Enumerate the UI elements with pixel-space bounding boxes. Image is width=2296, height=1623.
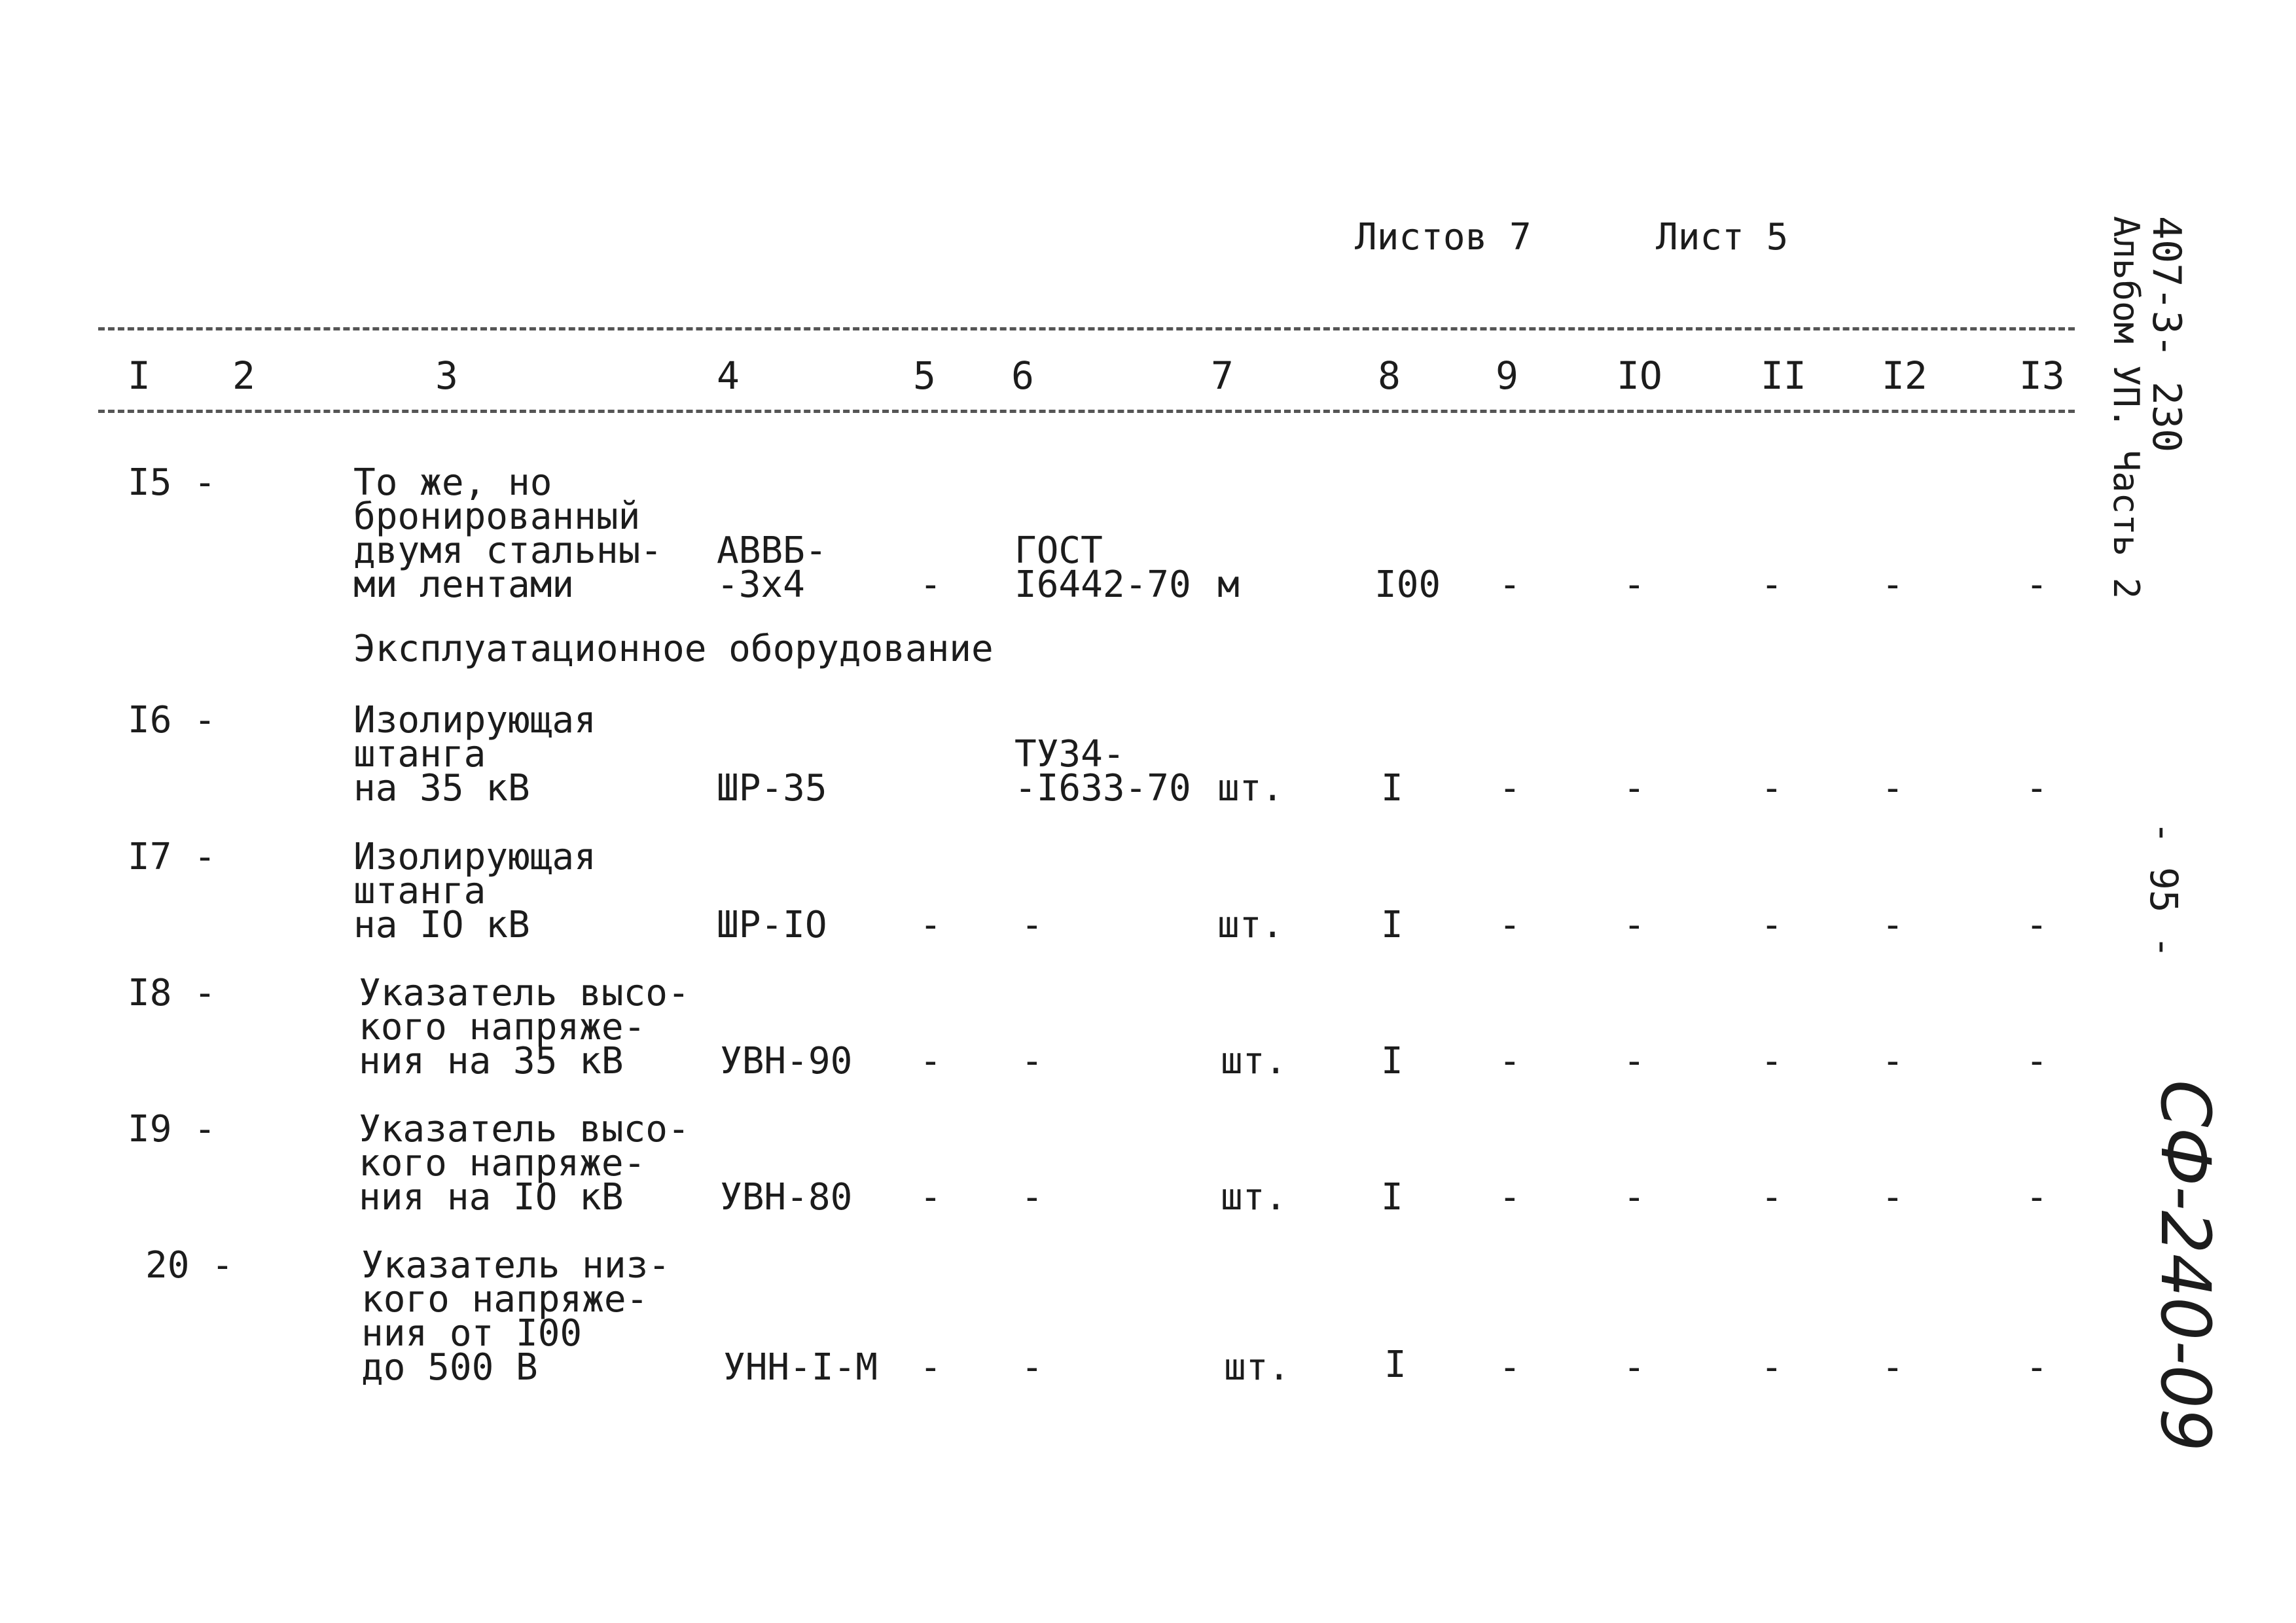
item-quantity: I00 bbox=[1374, 563, 1441, 606]
cell-col9: - bbox=[1499, 563, 1521, 606]
item-unit: шт. bbox=[1224, 1346, 1291, 1389]
item-unit: шт. bbox=[1217, 904, 1284, 946]
item-standard: - bbox=[1021, 1176, 1043, 1219]
item-standard: ТУ34- -I633-70 bbox=[1014, 733, 1191, 810]
item-unit: шт. bbox=[1217, 767, 1284, 810]
column-number: I3 bbox=[2019, 353, 2065, 398]
row-number: I6 - bbox=[128, 699, 216, 741]
cell-col13: - bbox=[2026, 563, 2048, 606]
cell-col9: - bbox=[1499, 1176, 1521, 1219]
item-type: УВН-80 bbox=[720, 1176, 853, 1219]
cell-col9: - bbox=[1499, 904, 1521, 946]
row-number: I9 - bbox=[128, 1108, 216, 1150]
item-standard: ГОСТ I6442-70 bbox=[1014, 529, 1191, 606]
item-standard: - bbox=[1021, 904, 1043, 946]
column-number: 7 bbox=[1211, 353, 1234, 398]
item-type: ШР-IO bbox=[717, 904, 827, 946]
cell-col5: - bbox=[920, 1346, 942, 1389]
item-type: УНН-I-М bbox=[723, 1346, 878, 1389]
cell-col12: - bbox=[1882, 1176, 1904, 1219]
item-unit: шт. bbox=[1221, 1040, 1287, 1082]
item-name: Изолирующая штанга на IO кВ bbox=[353, 836, 596, 946]
cell-col5: - bbox=[920, 563, 942, 606]
row-number: I7 - bbox=[128, 836, 216, 878]
cell-col10: - bbox=[1623, 563, 1645, 606]
item-unit: шт. bbox=[1221, 1176, 1287, 1219]
cell-col10: - bbox=[1623, 1176, 1645, 1219]
item-type: ШР-35 bbox=[717, 767, 827, 810]
item-quantity: I bbox=[1381, 1176, 1403, 1219]
cell-col12: - bbox=[1882, 1346, 1904, 1389]
cell-col11: - bbox=[1761, 767, 1783, 810]
row-number: I5 - bbox=[128, 461, 216, 504]
cell-col12: - bbox=[1882, 563, 1904, 606]
project-code: 407-3- 230 bbox=[2144, 216, 2189, 453]
column-number: II bbox=[1761, 353, 1806, 398]
item-quantity: I bbox=[1384, 1344, 1407, 1386]
item-name: Указатель низ- кого напряже- ния от I00 до 500 В bbox=[361, 1244, 671, 1389]
item-name: Указатель высо- кого напряже- ния на IO кВ bbox=[359, 1108, 690, 1219]
item-name: Указатель высо- кого напряже- ния на 35 кВ bbox=[359, 972, 690, 1082]
page-number: - 95 - bbox=[2142, 821, 2186, 959]
item-quantity: I bbox=[1381, 1040, 1403, 1082]
header-top-rule bbox=[98, 327, 2075, 330]
cell-col11: - bbox=[1761, 1176, 1783, 1219]
row-number: 20 - bbox=[145, 1244, 234, 1287]
cell-col5: - bbox=[920, 1040, 942, 1082]
cell-col5: - bbox=[920, 1176, 942, 1219]
item-name: Изолирующая штанга на 35 кВ bbox=[353, 699, 596, 810]
item-type: АВВБ- -3х4 bbox=[717, 529, 827, 606]
header-bottom-rule bbox=[98, 410, 2075, 413]
album-part: Альбом УП. Часть 2 bbox=[2106, 216, 2147, 599]
cell-col12: - bbox=[1882, 1040, 1904, 1082]
cell-col5: - bbox=[920, 904, 942, 946]
cell-col12: - bbox=[1882, 767, 1904, 810]
item-quantity: I bbox=[1381, 904, 1403, 946]
handwritten-stamp: СФ-240-09 bbox=[2145, 1080, 2225, 1452]
sheet-number: Лист 5 bbox=[1656, 216, 1789, 259]
cell-col11: - bbox=[1761, 904, 1783, 946]
cell-col12: - bbox=[1882, 904, 1904, 946]
cell-col13: - bbox=[2026, 1176, 2048, 1219]
cell-col10: - bbox=[1623, 767, 1645, 810]
sheets-count: Листов 7 bbox=[1355, 216, 1532, 259]
cell-col11: - bbox=[1761, 1346, 1783, 1389]
column-number: 3 bbox=[435, 353, 458, 398]
cell-col9: - bbox=[1499, 1040, 1521, 1082]
cell-col10: - bbox=[1623, 1346, 1645, 1389]
item-unit: м bbox=[1217, 563, 1240, 606]
column-number: 6 bbox=[1011, 353, 1034, 398]
cell-col9: - bbox=[1499, 767, 1521, 810]
column-number: 5 bbox=[913, 353, 936, 398]
cell-col10: - bbox=[1623, 1040, 1645, 1082]
column-number: 4 bbox=[717, 353, 740, 398]
cell-col11: - bbox=[1761, 563, 1783, 606]
section-title: Эксплуатационное оборудование bbox=[353, 628, 994, 670]
item-quantity: I bbox=[1381, 767, 1403, 810]
cell-col13: - bbox=[2026, 767, 2048, 810]
column-number: IO bbox=[1617, 353, 1662, 398]
column-number: I2 bbox=[1882, 353, 1928, 398]
column-number: 9 bbox=[1496, 353, 1518, 398]
item-standard: - bbox=[1021, 1346, 1043, 1389]
cell-col11: - bbox=[1761, 1040, 1783, 1082]
cell-col9: - bbox=[1499, 1346, 1521, 1389]
item-standard: - bbox=[1021, 1040, 1043, 1082]
column-number: 8 bbox=[1378, 353, 1401, 398]
cell-col13: - bbox=[2026, 1346, 2048, 1389]
row-number: I8 - bbox=[128, 972, 216, 1014]
item-type: УВН-90 bbox=[720, 1040, 853, 1082]
cell-col13: - bbox=[2026, 1040, 2048, 1082]
cell-col13: - bbox=[2026, 904, 2048, 946]
column-number: I bbox=[128, 353, 151, 398]
item-name: То же, но бронированный двумя стальны- ми лентами bbox=[353, 461, 663, 606]
cell-col10: - bbox=[1623, 904, 1645, 946]
column-number: 2 bbox=[232, 353, 255, 398]
